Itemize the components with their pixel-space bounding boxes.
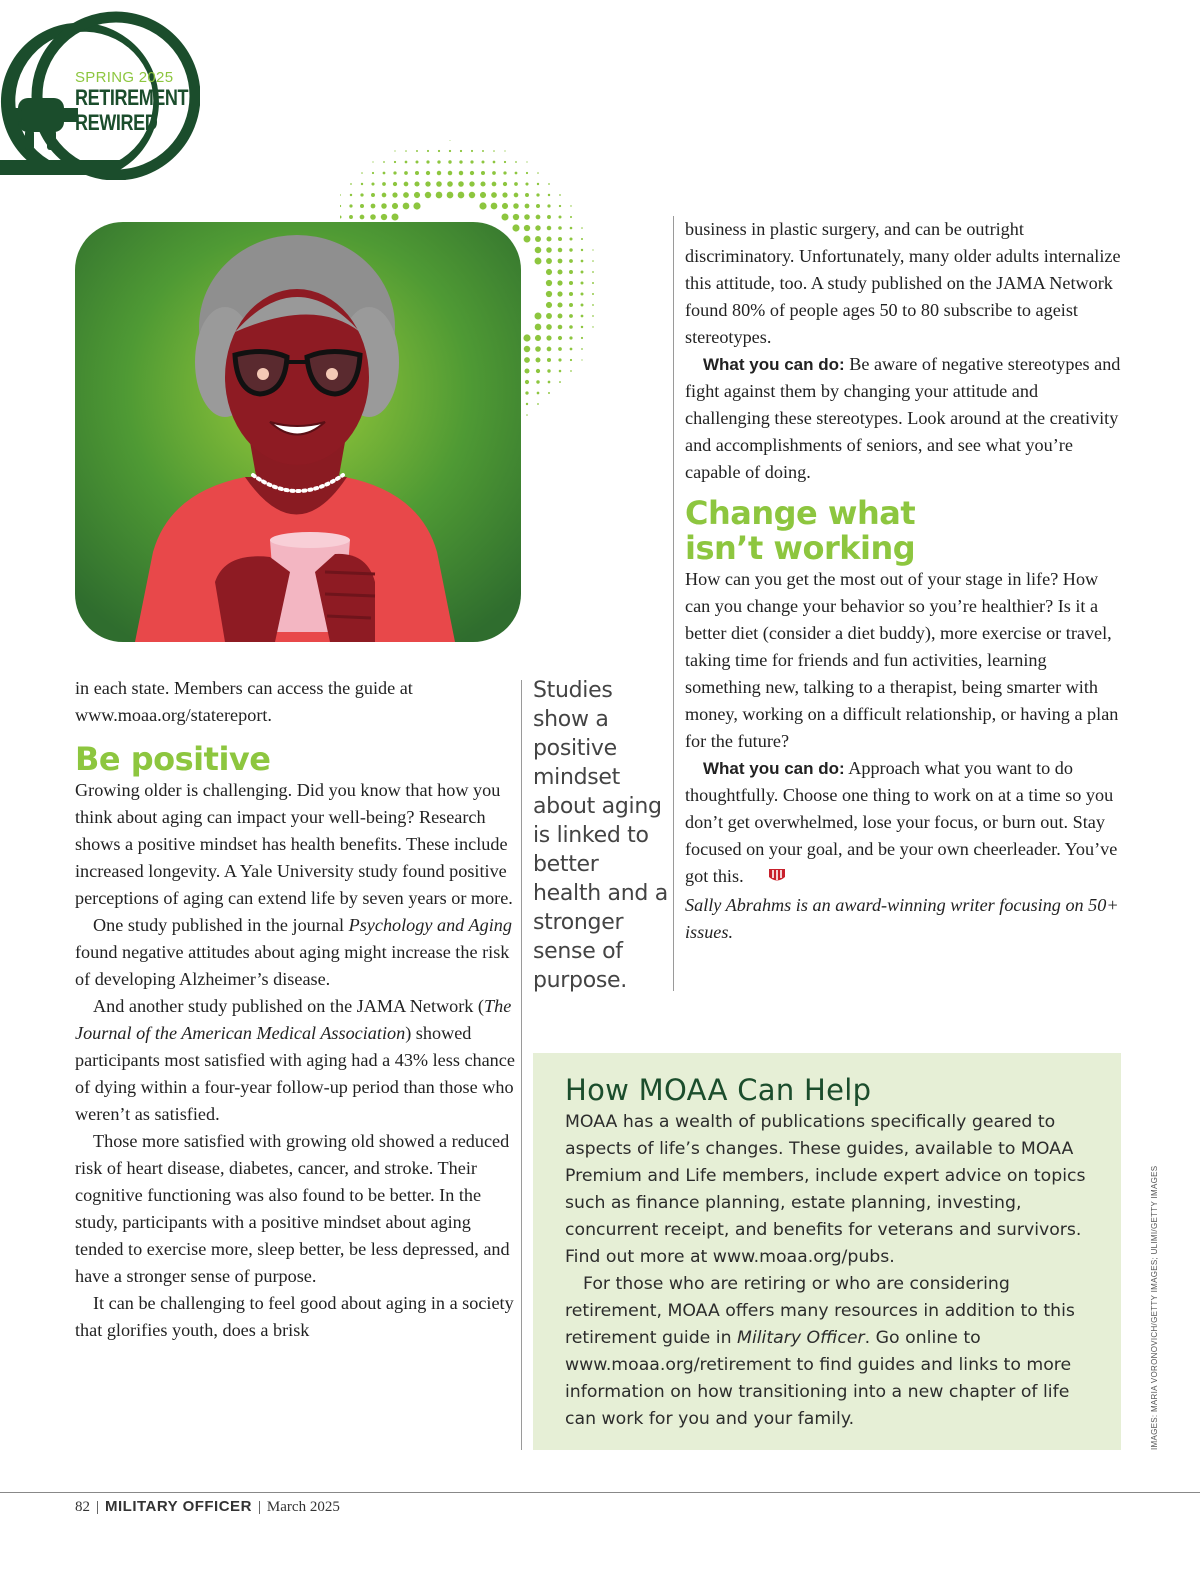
halftone-dot — [570, 370, 572, 372]
lead-in: What you can do: — [703, 759, 845, 778]
halftone-dot — [581, 227, 583, 229]
publication-name: MILITARY OFFICER — [105, 1498, 252, 1515]
halftone-dot — [372, 172, 374, 174]
halftone-dot — [569, 292, 573, 296]
halftone-dot — [548, 183, 550, 185]
halftone-dot — [592, 326, 593, 327]
halftone-dot — [569, 336, 572, 339]
halftone-dot — [592, 315, 594, 317]
halftone-dot — [526, 403, 528, 405]
halftone-dot — [458, 192, 465, 199]
halftone-dot — [546, 258, 552, 264]
lead-in: What you can do: — [703, 355, 845, 374]
halftone-dot — [536, 369, 540, 373]
halftone-dot — [548, 392, 550, 394]
halftone-dot — [570, 348, 573, 351]
halftone-dot — [535, 225, 540, 230]
paragraph: What you can do: Approach what you want to do thoughtfully. Choose one thing to work on at a time so you don’t get overwhelmed, lose your focus, or burn out. Stay focused on your goal, and be your own cheerleader. You’ve got this. — [685, 755, 1125, 892]
halftone-dot — [581, 282, 584, 285]
halftone-dot — [501, 213, 508, 220]
halftone-dot — [592, 293, 594, 295]
halftone-dot — [546, 302, 552, 308]
halftone-dot — [502, 192, 507, 197]
halftone-dot — [525, 182, 528, 185]
halftone-dot — [414, 181, 419, 186]
paragraph: What you can do: Be aware of negative stereotypes and fight against them by changing your attitude and challenging these stereotypes. Look around at the creativity and accomplishments of seniors, and see what you’re capable of doing. — [685, 354, 1121, 482]
halftone-dot — [535, 324, 542, 331]
halftone-dot — [350, 194, 352, 196]
halftone-dot — [592, 304, 594, 306]
halftone-dot — [581, 315, 584, 318]
halftone-dot — [360, 193, 363, 196]
halftone-dot — [581, 238, 583, 240]
halftone-dot — [503, 171, 506, 174]
halftone-dot — [557, 291, 562, 296]
halftone-dot — [394, 150, 395, 151]
halftone-dot — [360, 204, 364, 208]
halftone-dot — [535, 247, 542, 254]
halftone-dot — [558, 226, 562, 230]
halftone-dot — [537, 392, 540, 395]
halftone-dot — [524, 357, 530, 363]
halftone-dot — [558, 237, 562, 241]
badge-title-line2: REWIRED — [75, 110, 158, 135]
halftone-dot — [581, 337, 583, 339]
halftone-dot — [459, 171, 463, 175]
halftone-dot — [525, 193, 529, 197]
halftone-dot — [393, 171, 396, 174]
halftone-dot — [383, 172, 386, 175]
halftone-dot — [558, 336, 562, 340]
halftone-dot — [526, 414, 528, 416]
halftone-dot — [502, 203, 508, 209]
halftone-dot — [569, 281, 573, 285]
halftone-dot — [526, 161, 527, 162]
halftone-dot — [537, 172, 539, 174]
halftone-dot — [360, 215, 365, 220]
heading-change-what-isnt-working: Change what isn’t working — [685, 494, 916, 567]
paragraph: One study published in the journal Psychology and Aging found negative attitudes about aging might increase the risk of developing Alzheimer’s disease. — [75, 915, 512, 989]
halftone-dot — [535, 236, 541, 242]
halftone-dot — [536, 358, 541, 363]
halftone-dot — [504, 150, 505, 151]
halftone-dot — [391, 213, 398, 220]
halftone-dot — [372, 161, 373, 162]
halftone-dot — [581, 293, 584, 296]
halftone-dot — [479, 202, 486, 209]
halftone-dot — [526, 172, 528, 174]
halftone-dot — [471, 150, 473, 152]
paragraph: Growing older is challenging. Did you know that how you think about aging can impact your well-being? Research shows a positive mindset has health benefits. These include increased longevity. A Yale University study found positive perceptions of aging can extend life by seven years or more. — [75, 780, 513, 908]
halftone-dot — [581, 359, 582, 360]
halftone-dot — [546, 291, 552, 297]
halftone-dot — [349, 204, 352, 207]
halftone-dot — [524, 368, 529, 373]
halftone-dot — [581, 348, 583, 350]
halftone-dot — [447, 192, 454, 199]
halftone-dot — [559, 381, 561, 383]
halftone-dot — [569, 237, 572, 240]
halftone-dot — [436, 192, 443, 199]
halftone-dot — [570, 227, 573, 230]
halftone-dot — [448, 171, 453, 176]
halftone-dot — [524, 346, 530, 352]
halftone-dot — [525, 204, 530, 209]
halftone-dot — [569, 314, 573, 318]
end-mark-icon — [750, 865, 786, 892]
halftone-dot — [491, 203, 498, 210]
halftone-dot — [414, 192, 420, 198]
halftone-dot — [535, 335, 541, 341]
heading-be-positive: Be positive — [75, 740, 271, 778]
paragraph: It can be challenging to feel good about aging in a society that glorifies youth, does a brisk — [75, 1293, 514, 1340]
paragraph: Those more satisfied with growing old showed a reduced risk of heart disease, diabetes, cancer, and stroke. Their cognitive functioning was also found to be better. In the study, participants with a positive mindset about aging tended to exercise more, sleep better, be less depressed, and have a stronger sense of purpose. — [75, 1131, 510, 1286]
halftone-dot — [361, 183, 363, 185]
halftone-dot — [481, 171, 485, 175]
halftone-dot — [404, 171, 408, 175]
halftone-dot — [459, 160, 462, 163]
halftone-dot — [405, 150, 407, 152]
illustration-image — [75, 222, 521, 642]
halftone-dot — [558, 314, 563, 319]
halftone-dot — [569, 259, 573, 263]
badge-title-line1: RETIREMENT — [75, 85, 189, 110]
halftone-dot — [426, 160, 429, 163]
halftone-dot — [546, 335, 551, 340]
halftone-dot — [569, 303, 573, 307]
halftone-dot — [548, 194, 550, 196]
halftone-dot — [426, 171, 430, 175]
halftone-dot — [592, 282, 594, 284]
halftone-dot — [523, 334, 530, 341]
halftone-dot — [558, 347, 562, 351]
halftone-dot — [437, 171, 441, 175]
halftone-dot — [382, 193, 387, 198]
halftone-dot — [569, 248, 572, 251]
halftone-dot — [392, 203, 398, 209]
column-rule — [521, 680, 522, 1450]
halftone-dot — [415, 171, 419, 175]
halftone-dot — [525, 391, 528, 394]
halftone-dot — [416, 150, 418, 152]
halftone-dot — [559, 205, 561, 207]
halftone-dot — [381, 214, 387, 220]
halftone-dot — [416, 161, 419, 164]
pull-quote: Studies show a positive mindset about aging is linked to better health and a stronger sense of purpose. — [533, 678, 668, 993]
halftone-dot — [534, 312, 541, 319]
halftone-dot — [547, 347, 552, 352]
halftone-dot — [382, 182, 386, 186]
halftone-dot — [557, 302, 562, 307]
halftone-dot — [581, 249, 583, 251]
halftone-dot — [470, 160, 473, 163]
halftone-dot — [558, 259, 563, 264]
halftone-dot — [592, 260, 594, 262]
halftone-dot — [493, 150, 495, 152]
halftone-dot — [547, 358, 551, 362]
halftone-dot — [371, 182, 374, 185]
halftone-dot — [448, 160, 451, 163]
halftone-dot — [340, 194, 341, 196]
halftone-dot — [470, 171, 474, 175]
halftone-dot — [425, 181, 430, 186]
halftone-dot — [392, 192, 397, 197]
halftone-dot — [349, 215, 353, 219]
paragraph: How can you get the most out of your stage in life? How can you change your behavior so you’re healthier? Is it a better diet (consider a diet buddy), more exercise or travel, taking time for friends and fun activities, learning something new, talking to a therapist, being smarter with money, working on a difficult relationship, or having a plan for the future? — [685, 569, 1119, 751]
halftone-dot — [558, 248, 562, 252]
left-column — [75, 675, 515, 1344]
halftone-dot — [525, 380, 529, 384]
halftone-dot — [427, 150, 429, 152]
halftone-dot — [405, 161, 408, 164]
halftone-dot — [492, 171, 496, 175]
halftone-dot — [381, 203, 387, 209]
halftone-dot — [340, 216, 341, 219]
image-credit: IMAGES: MARIA VORONOVICH/GETTY IMAGES; ULIMI/GETTY IMAGES — [1150, 1165, 1159, 1450]
halftone-dot — [536, 193, 539, 196]
halftone-dot — [503, 182, 507, 186]
halftone-dot — [548, 381, 551, 384]
halftone-dot — [447, 181, 453, 187]
paragraph: And another study published on the JAMA Network (The Journal of the American Medical Association) showed participants most satisfied with aging had a 43% less chance of dying within a four-year follow-up period than those who weren’t as satisfied. — [75, 996, 515, 1124]
halftone-dot — [546, 324, 552, 330]
halftone-dot — [512, 224, 519, 231]
halftone-dot — [482, 161, 485, 164]
halftone-dot — [514, 182, 518, 186]
halftone-dot — [546, 236, 551, 241]
halftone-dot — [547, 204, 550, 207]
halftone-dot — [504, 161, 506, 163]
halftone-dot — [482, 150, 484, 152]
halftone-dot — [581, 260, 584, 263]
halftone-dot — [547, 215, 551, 219]
halftone-dot — [558, 325, 563, 330]
halftone-dot — [513, 203, 519, 209]
issue-date: March 2025 — [266, 1499, 340, 1515]
halftone-dot — [559, 370, 562, 373]
halftone-dot — [547, 369, 550, 372]
halftone-dot — [559, 216, 562, 219]
halftone-dot — [524, 236, 531, 243]
halftone-dot — [570, 205, 571, 206]
author-byline: Sally Abrahms is an award-winning writer focusing on 50+ issues. — [685, 895, 1119, 942]
sidebar-title: How MOAA Can Help — [565, 1073, 872, 1107]
halftone-dot — [469, 192, 475, 198]
halftone-dot — [350, 183, 352, 185]
halftone-dot — [581, 304, 584, 307]
halftone-dot — [581, 271, 584, 274]
halftone-dot — [493, 161, 496, 164]
halftone-dot — [413, 202, 420, 209]
halftone-dot — [514, 193, 519, 198]
halftone-dot — [536, 204, 540, 208]
halftone-dot — [436, 181, 442, 187]
halftone-dot — [394, 161, 396, 163]
halftone-dot — [515, 172, 518, 175]
sidebar-box — [533, 1053, 1121, 1450]
halftone-dot — [524, 225, 530, 231]
halftone-dot — [371, 193, 375, 197]
halftone-dot — [570, 216, 572, 218]
halftone-dot — [480, 192, 486, 198]
halftone-dot — [469, 181, 474, 186]
badge-season: SPRING 2025 — [75, 69, 174, 86]
halftone-dot — [536, 215, 541, 220]
halftone-dot — [340, 205, 341, 207]
right-column — [685, 216, 1125, 946]
halftone-dot — [371, 204, 376, 209]
page-number: 82 — [75, 1499, 90, 1515]
halftone-dot — [535, 346, 541, 352]
intro-paragraph: in each state. Members can access the guide at www.moaa.org/statereport. — [75, 678, 413, 725]
halftone-dot — [513, 214, 519, 220]
halftone-dot — [438, 150, 440, 152]
halftone-dot — [557, 280, 562, 285]
halftone-dot — [592, 249, 593, 250]
halftone-dot — [569, 270, 573, 274]
halftone-dot — [581, 326, 583, 328]
footer: 82 | MILITARY OFFICER | March 2025 — [75, 1498, 340, 1515]
halftone-dot — [524, 214, 530, 220]
halftone-dot — [537, 183, 539, 185]
halftone-dot — [361, 172, 363, 174]
badge-text — [75, 70, 213, 135]
halftone-dot — [515, 161, 517, 163]
halftone-dot — [546, 247, 552, 253]
halftone-dot — [449, 140, 450, 141]
halftone-dot — [460, 150, 462, 152]
halftone-dot — [592, 271, 594, 273]
halftone-dot — [535, 258, 542, 265]
halftone-dot — [559, 194, 561, 196]
halftone-dot — [458, 181, 464, 187]
halftone-dot — [437, 160, 440, 163]
halftone-dot — [546, 280, 552, 286]
halftone-dot — [370, 214, 376, 220]
halftone-dot — [546, 313, 552, 319]
halftone-dot — [492, 182, 497, 187]
halftone-dot — [546, 269, 552, 275]
halftone-dot — [558, 358, 561, 361]
halftone-dot — [383, 161, 385, 163]
halftone-dot — [569, 325, 573, 329]
paragraph: business in plastic surgery, and can be outright discriminatory. Unfortunately, many older adults internalize this attitude, too. A study published on the JAMA Network found 80% of people ages 50 to 80 subscribe to ageist stereotypes. — [685, 219, 1121, 347]
sidebar-paragraph: MOAA has a wealth of publications specifically geared to aspects of life’s changes. These guides, available to MOAA Premium and Life members, include expert advice on topics such as finance planning, estate planning, investing, concurrent receipt, and benefits for veterans and survivors. Find out more at www.moaa.org/pubs. — [565, 1112, 1086, 1267]
section-badge — [0, 0, 200, 180]
halftone-dot — [404, 182, 409, 187]
halftone-dot — [449, 150, 451, 152]
sidebar-paragraph: For those who are retiring or who are considering retirement, MOAA offers many resources in addition to this retirement guide in Military Officer. Go online to www.moaa.org/retirement to find guides and links to more information on how transitioning into a new chapter of life can work for you and your family. — [565, 1274, 1075, 1429]
halftone-dot — [393, 182, 397, 186]
halftone-dot — [403, 203, 410, 210]
halftone-dot — [570, 359, 572, 361]
halftone-dot — [491, 192, 497, 198]
halftone-dot — [480, 181, 485, 186]
halftone-dot — [425, 192, 431, 198]
halftone-dot — [537, 403, 539, 405]
halftone-dot — [403, 192, 409, 198]
halftone-dot — [547, 226, 552, 231]
halftone-dot — [536, 380, 539, 383]
footer-rule — [0, 1492, 1200, 1493]
halftone-dot — [557, 269, 562, 274]
column-rule — [673, 216, 674, 991]
